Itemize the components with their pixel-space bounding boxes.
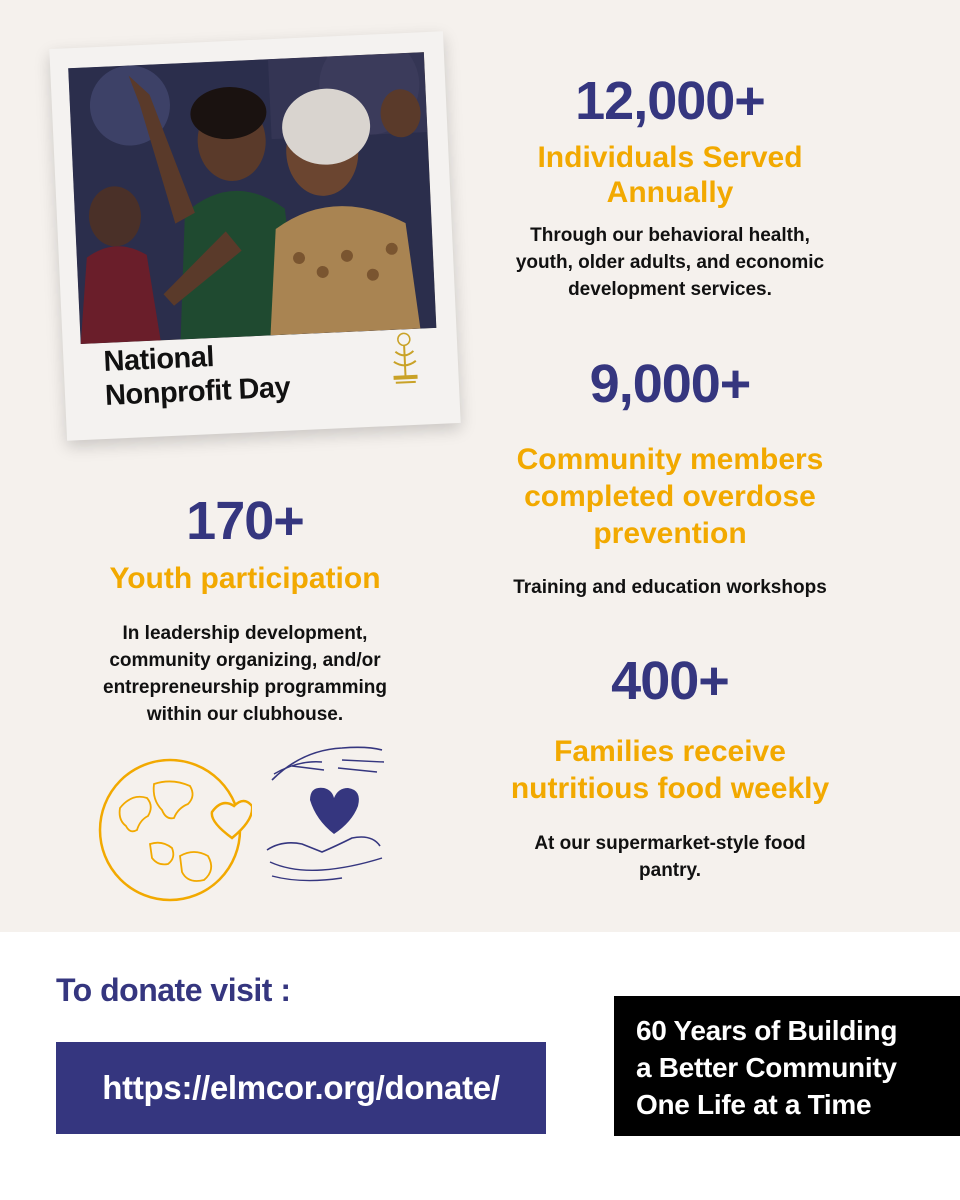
tagline-line: 60 Years of Building (636, 1015, 898, 1046)
text-line: Training and education workshops (513, 577, 827, 598)
heading-line: completed overdose (524, 480, 816, 513)
caption-line-2: Nonprofit Day (104, 371, 291, 412)
heading-line: Annually (606, 176, 734, 209)
stat-heading-families (470, 733, 870, 807)
text-line: community organizing, and/or (109, 650, 381, 671)
heading-line: Families receive (554, 735, 786, 768)
donate-link-button[interactable] (56, 1042, 546, 1134)
stat-text-youth (50, 620, 440, 728)
heading-line: Individuals Served (537, 141, 803, 174)
tagline-line: a Better Community (636, 1052, 897, 1083)
organization-emblem-icon (388, 331, 421, 388)
caption-line-1: National (102, 341, 215, 378)
text-line: Through our behavioral health, (530, 225, 810, 246)
stat-number-overdose: 9,000+ (589, 354, 751, 414)
text-line: entrepreneurship programming (103, 677, 387, 698)
heading-line: Youth participation (109, 562, 381, 595)
text-line: development services. (568, 279, 772, 300)
donate-url[interactable]: https://elmcor.org/donate/ (102, 1069, 500, 1106)
text-line: youth, older adults, and economic (515, 252, 825, 273)
donate-label: To donate visit : (56, 972, 291, 1008)
stat-text-overdose (470, 574, 870, 601)
heading-line: Community members (516, 443, 824, 476)
tagline-box (614, 996, 960, 1136)
heading-line: prevention (593, 517, 747, 550)
stat-text-individuals (480, 222, 860, 303)
tagline-line: One Life at a Time (636, 1089, 872, 1120)
event-photo (68, 52, 436, 344)
polaroid-card (49, 31, 460, 440)
polaroid-caption (103, 334, 356, 413)
stat-heading-individuals (480, 140, 860, 210)
stat-number-youth: 170+ (186, 491, 304, 551)
text-line: pantry. (639, 860, 701, 881)
stat-number-families: 400+ (611, 651, 729, 711)
hands-heart-icon (262, 740, 387, 890)
globe-heart-icon (92, 748, 252, 908)
stat-text-families (470, 830, 870, 884)
text-line: within our clubhouse. (146, 704, 344, 725)
text-line: At our supermarket-style food (534, 833, 806, 854)
stat-number-individuals: 12,000+ (575, 71, 765, 131)
text-line: In leadership development, (122, 623, 368, 644)
stat-heading-overdose (470, 441, 870, 552)
stat-heading-youth (50, 560, 440, 597)
heading-line: nutritious food weekly (510, 772, 830, 805)
